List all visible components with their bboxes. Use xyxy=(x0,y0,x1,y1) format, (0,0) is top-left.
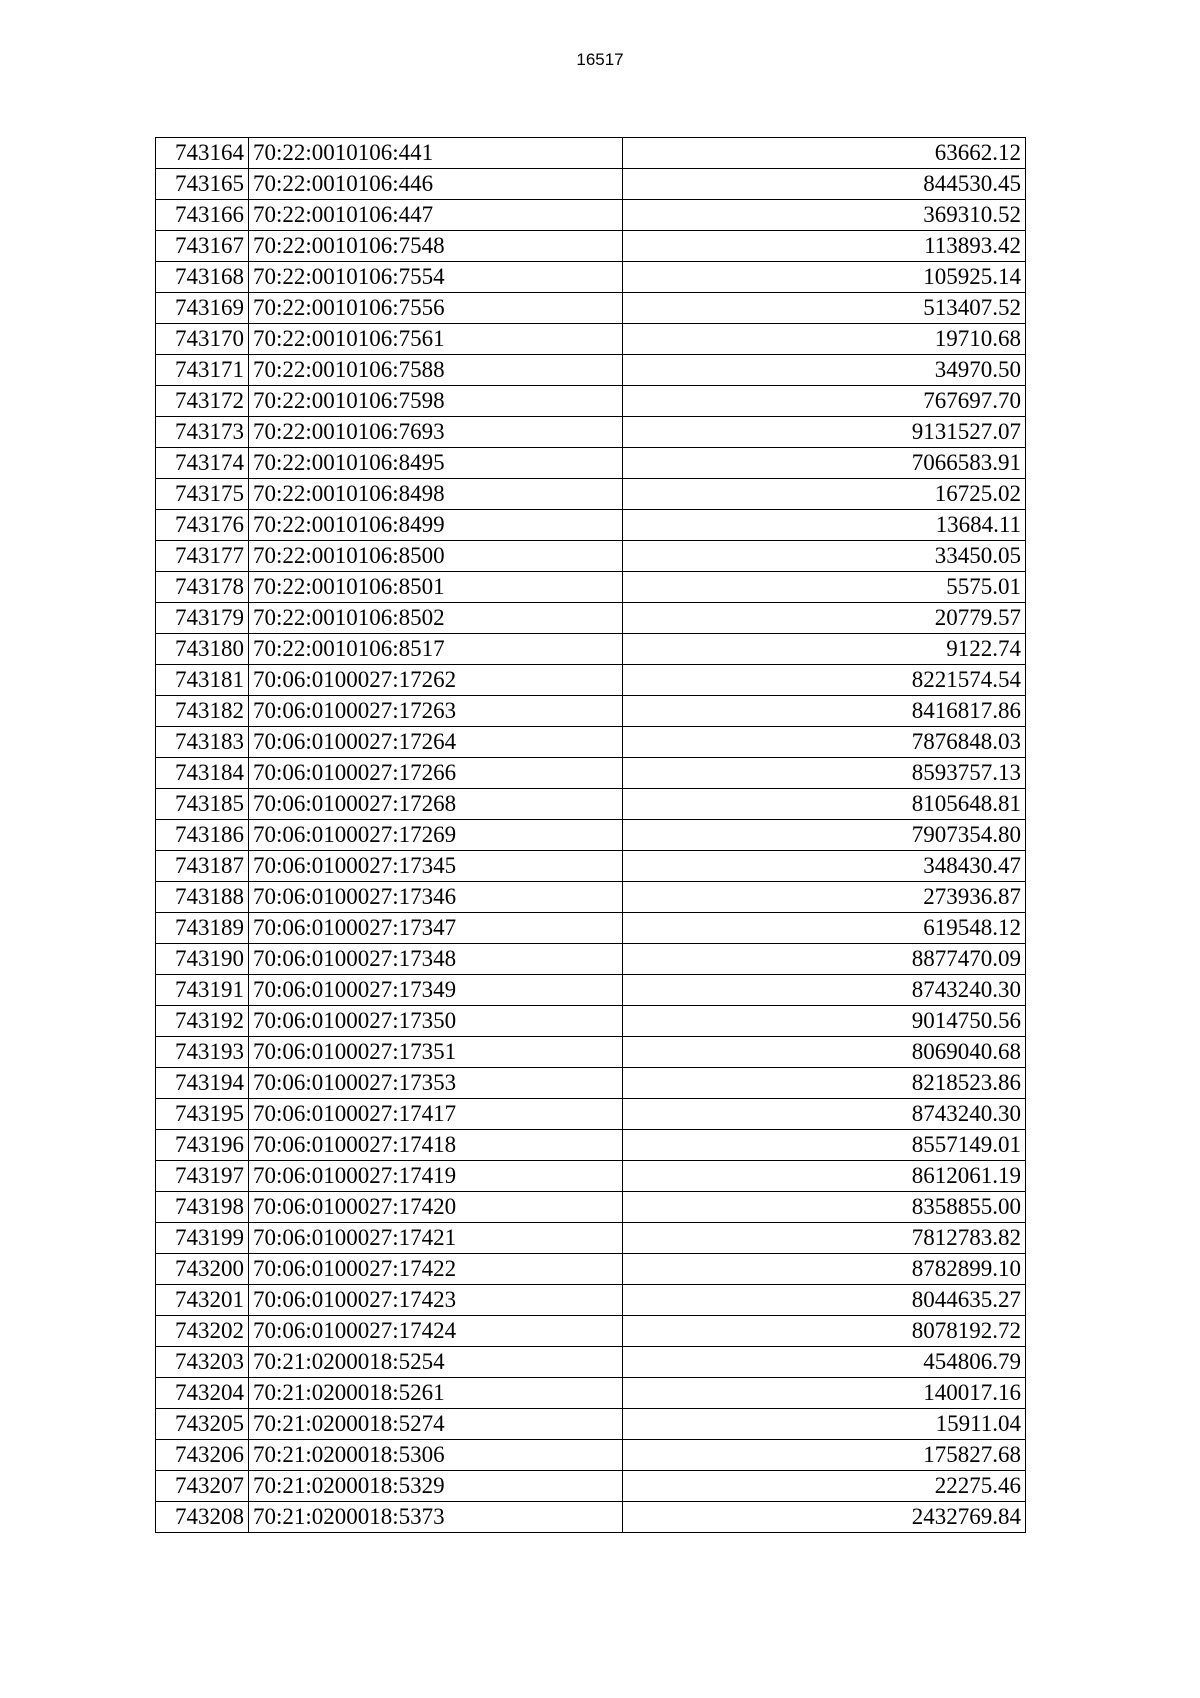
page-number: 16517 xyxy=(576,50,624,69)
value-cell: 8743240.30 xyxy=(623,975,1026,1006)
table-row xyxy=(156,1471,1026,1502)
value-cell: 273936.87 xyxy=(623,882,1026,913)
value-cell: 9014750.56 xyxy=(623,1006,1026,1037)
row-number-cell: 743192 xyxy=(156,1006,249,1037)
cadastral-number-cell: 70:06:0100027:17353 xyxy=(249,1068,623,1099)
value-cell: 7812783.82 xyxy=(623,1223,1026,1254)
value-cell: 33450.05 xyxy=(623,541,1026,572)
table-row xyxy=(156,1254,1026,1285)
table-row xyxy=(156,789,1026,820)
cadastral-number-cell: 70:06:0100027:17418 xyxy=(249,1130,623,1161)
cadastral-number-cell: 70:22:0010106:8498 xyxy=(249,479,623,510)
table-row xyxy=(156,355,1026,386)
row-number-cell: 743164 xyxy=(156,138,249,169)
value-cell: 16725.02 xyxy=(623,479,1026,510)
cadastral-number-cell: 70:22:0010106:7693 xyxy=(249,417,623,448)
table-row xyxy=(156,1130,1026,1161)
table-row xyxy=(156,820,1026,851)
row-number-cell: 743205 xyxy=(156,1409,249,1440)
table-row xyxy=(156,1068,1026,1099)
value-cell: 369310.52 xyxy=(623,200,1026,231)
cadastral-number-cell: 70:22:0010106:8495 xyxy=(249,448,623,479)
row-number-cell: 743186 xyxy=(156,820,249,851)
table-row xyxy=(156,1037,1026,1068)
cadastral-number-cell: 70:06:0100027:17421 xyxy=(249,1223,623,1254)
row-number-cell: 743206 xyxy=(156,1440,249,1471)
row-number-cell: 743183 xyxy=(156,727,249,758)
value-cell: 8069040.68 xyxy=(623,1037,1026,1068)
row-number-cell: 743168 xyxy=(156,262,249,293)
cadastral-number-cell: 70:22:0010106:447 xyxy=(249,200,623,231)
cadastral-number-cell: 70:06:0100027:17423 xyxy=(249,1285,623,1316)
value-cell: 63662.12 xyxy=(623,138,1026,169)
table-row xyxy=(156,1440,1026,1471)
row-number-cell: 743167 xyxy=(156,231,249,262)
row-number-cell: 743173 xyxy=(156,417,249,448)
cadastral-number-cell: 70:06:0100027:17350 xyxy=(249,1006,623,1037)
table-row xyxy=(156,696,1026,727)
row-number-cell: 743180 xyxy=(156,634,249,665)
cadastral-number-cell: 70:22:0010106:446 xyxy=(249,169,623,200)
cadastral-number-cell: 70:06:0100027:17262 xyxy=(249,665,623,696)
row-number-cell: 743178 xyxy=(156,572,249,603)
cadastral-number-cell: 70:22:0010106:7554 xyxy=(249,262,623,293)
table-row xyxy=(156,1378,1026,1409)
value-cell: 8416817.86 xyxy=(623,696,1026,727)
value-cell: 7907354.80 xyxy=(623,820,1026,851)
table-body xyxy=(156,138,1026,1533)
row-number-cell: 743190 xyxy=(156,944,249,975)
cadastral-number-cell: 70:22:0010106:7556 xyxy=(249,293,623,324)
value-cell: 175827.68 xyxy=(623,1440,1026,1471)
row-number-cell: 743198 xyxy=(156,1192,249,1223)
cadastral-number-cell: 70:22:0010106:8517 xyxy=(249,634,623,665)
cadastral-number-cell: 70:06:0100027:17422 xyxy=(249,1254,623,1285)
value-cell: 8557149.01 xyxy=(623,1130,1026,1161)
table-row xyxy=(156,572,1026,603)
table-row xyxy=(156,479,1026,510)
row-number-cell: 743191 xyxy=(156,975,249,1006)
value-cell: 113893.42 xyxy=(623,231,1026,262)
cadastral-number-cell: 70:06:0100027:17424 xyxy=(249,1316,623,1347)
row-number-cell: 743175 xyxy=(156,479,249,510)
value-cell: 348430.47 xyxy=(623,851,1026,882)
cadastral-number-cell: 70:21:0200018:5329 xyxy=(249,1471,623,1502)
row-number-cell: 743207 xyxy=(156,1471,249,1502)
row-number-cell: 743188 xyxy=(156,882,249,913)
value-cell: 844530.45 xyxy=(623,169,1026,200)
table-row xyxy=(156,634,1026,665)
cadastral-number-cell: 70:22:0010106:8502 xyxy=(249,603,623,634)
cadastral-number-cell: 70:22:0010106:8499 xyxy=(249,510,623,541)
row-number-cell: 743172 xyxy=(156,386,249,417)
table-row xyxy=(156,200,1026,231)
table-row xyxy=(156,758,1026,789)
cadastral-number-cell: 70:06:0100027:17420 xyxy=(249,1192,623,1223)
row-number-cell: 743202 xyxy=(156,1316,249,1347)
table-row xyxy=(156,1223,1026,1254)
cadastral-number-cell: 70:22:0010106:7548 xyxy=(249,231,623,262)
value-cell: 8044635.27 xyxy=(623,1285,1026,1316)
row-number-cell: 743174 xyxy=(156,448,249,479)
row-number-cell: 743177 xyxy=(156,541,249,572)
row-number-cell: 743189 xyxy=(156,913,249,944)
table-row xyxy=(156,851,1026,882)
table-row xyxy=(156,1285,1026,1316)
table-row xyxy=(156,1502,1026,1533)
value-cell: 8221574.54 xyxy=(623,665,1026,696)
row-number-cell: 743197 xyxy=(156,1161,249,1192)
value-cell: 20779.57 xyxy=(623,603,1026,634)
row-number-cell: 743179 xyxy=(156,603,249,634)
row-number-cell: 743204 xyxy=(156,1378,249,1409)
value-cell: 140017.16 xyxy=(623,1378,1026,1409)
row-number-cell: 743170 xyxy=(156,324,249,355)
row-number-cell: 743171 xyxy=(156,355,249,386)
value-cell: 9131527.07 xyxy=(623,417,1026,448)
row-number-cell: 743182 xyxy=(156,696,249,727)
cadastral-number-cell: 70:06:0100027:17269 xyxy=(249,820,623,851)
table-row xyxy=(156,882,1026,913)
value-cell: 8782899.10 xyxy=(623,1254,1026,1285)
cadastral-number-cell: 70:06:0100027:17263 xyxy=(249,696,623,727)
cadastral-number-cell: 70:06:0100027:17349 xyxy=(249,975,623,1006)
row-number-cell: 743169 xyxy=(156,293,249,324)
table-row xyxy=(156,975,1026,1006)
row-number-cell: 743185 xyxy=(156,789,249,820)
cadastral-number-cell: 70:21:0200018:5306 xyxy=(249,1440,623,1471)
row-number-cell: 743203 xyxy=(156,1347,249,1378)
table-row xyxy=(156,417,1026,448)
value-cell: 15911.04 xyxy=(623,1409,1026,1440)
cadastral-number-cell: 70:22:0010106:8501 xyxy=(249,572,623,603)
row-number-cell: 743176 xyxy=(156,510,249,541)
table-row xyxy=(156,293,1026,324)
value-cell: 8743240.30 xyxy=(623,1099,1026,1130)
value-cell: 34970.50 xyxy=(623,355,1026,386)
cadastral-number-cell: 70:06:0100027:17417 xyxy=(249,1099,623,1130)
table-row xyxy=(156,1316,1026,1347)
table-row xyxy=(156,1409,1026,1440)
table-row xyxy=(156,913,1026,944)
value-cell: 8593757.13 xyxy=(623,758,1026,789)
cadastral-number-cell: 70:06:0100027:17268 xyxy=(249,789,623,820)
row-number-cell: 743166 xyxy=(156,200,249,231)
value-cell: 8877470.09 xyxy=(623,944,1026,975)
value-cell: 8105648.81 xyxy=(623,789,1026,820)
value-cell: 2432769.84 xyxy=(623,1502,1026,1533)
table-row xyxy=(156,1192,1026,1223)
cadastral-number-cell: 70:06:0100027:17351 xyxy=(249,1037,623,1068)
table-row xyxy=(156,1161,1026,1192)
cadastral-number-cell: 70:21:0200018:5254 xyxy=(249,1347,623,1378)
cadastral-number-cell: 70:21:0200018:5261 xyxy=(249,1378,623,1409)
table-row xyxy=(156,727,1026,758)
row-number-cell: 743201 xyxy=(156,1285,249,1316)
value-cell: 513407.52 xyxy=(623,293,1026,324)
cadastral-number-cell: 70:06:0100027:17347 xyxy=(249,913,623,944)
cadastral-number-cell: 70:06:0100027:17266 xyxy=(249,758,623,789)
cadastral-number-cell: 70:06:0100027:17419 xyxy=(249,1161,623,1192)
cadastral-value-table xyxy=(155,137,1026,1533)
row-number-cell: 743193 xyxy=(156,1037,249,1068)
cadastral-number-cell: 70:06:0100027:17346 xyxy=(249,882,623,913)
value-cell: 454806.79 xyxy=(623,1347,1026,1378)
row-number-cell: 743194 xyxy=(156,1068,249,1099)
table-row xyxy=(156,510,1026,541)
table-row xyxy=(156,138,1026,169)
row-number-cell: 743208 xyxy=(156,1502,249,1533)
cadastral-number-cell: 70:22:0010106:7598 xyxy=(249,386,623,417)
row-number-cell: 743187 xyxy=(156,851,249,882)
row-number-cell: 743181 xyxy=(156,665,249,696)
table-row xyxy=(156,665,1026,696)
value-cell: 8078192.72 xyxy=(623,1316,1026,1347)
value-cell: 619548.12 xyxy=(623,913,1026,944)
cadastral-number-cell: 70:06:0100027:17345 xyxy=(249,851,623,882)
table-row xyxy=(156,262,1026,293)
table-row xyxy=(156,324,1026,355)
value-cell: 105925.14 xyxy=(623,262,1026,293)
cadastral-number-cell: 70:22:0010106:441 xyxy=(249,138,623,169)
value-cell: 8218523.86 xyxy=(623,1068,1026,1099)
row-number-cell: 743196 xyxy=(156,1130,249,1161)
table-row xyxy=(156,231,1026,262)
cadastral-number-cell: 70:22:0010106:7588 xyxy=(249,355,623,386)
table-row xyxy=(156,944,1026,975)
table-row xyxy=(156,448,1026,479)
cadastral-number-cell: 70:21:0200018:5274 xyxy=(249,1409,623,1440)
row-number-cell: 743184 xyxy=(156,758,249,789)
value-cell: 8358855.00 xyxy=(623,1192,1026,1223)
cadastral-number-cell: 70:22:0010106:8500 xyxy=(249,541,623,572)
table-row xyxy=(156,386,1026,417)
cadastral-number-cell: 70:21:0200018:5373 xyxy=(249,1502,623,1533)
cadastral-number-cell: 70:22:0010106:7561 xyxy=(249,324,623,355)
value-cell: 8612061.19 xyxy=(623,1161,1026,1192)
value-cell: 7876848.03 xyxy=(623,727,1026,758)
table-row xyxy=(156,1006,1026,1037)
value-cell: 19710.68 xyxy=(623,324,1026,355)
table-row xyxy=(156,169,1026,200)
value-cell: 5575.01 xyxy=(623,572,1026,603)
table-row xyxy=(156,541,1026,572)
value-cell: 9122.74 xyxy=(623,634,1026,665)
table-row xyxy=(156,1099,1026,1130)
row-number-cell: 743165 xyxy=(156,169,249,200)
table-row xyxy=(156,1347,1026,1378)
value-cell: 767697.70 xyxy=(623,386,1026,417)
value-cell: 13684.11 xyxy=(623,510,1026,541)
table-row xyxy=(156,603,1026,634)
value-cell: 22275.46 xyxy=(623,1471,1026,1502)
row-number-cell: 743199 xyxy=(156,1223,249,1254)
cadastral-number-cell: 70:06:0100027:17264 xyxy=(249,727,623,758)
row-number-cell: 743200 xyxy=(156,1254,249,1285)
cadastral-number-cell: 70:06:0100027:17348 xyxy=(249,944,623,975)
value-cell: 7066583.91 xyxy=(623,448,1026,479)
row-number-cell: 743195 xyxy=(156,1099,249,1130)
